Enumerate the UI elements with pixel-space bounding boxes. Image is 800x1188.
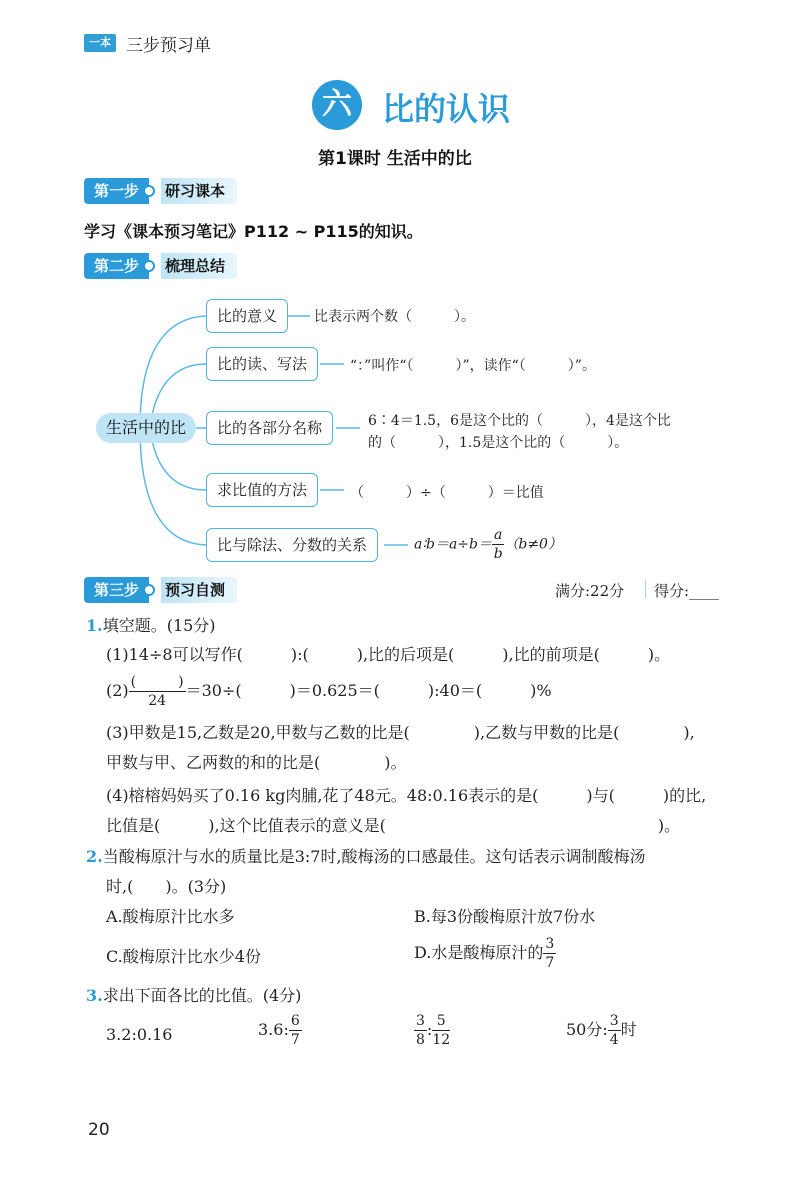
score-field[interactable]: 得分:____ <box>654 582 720 600</box>
q2-option-b[interactable]: B.每3份酸梅原汁放7份水 <box>414 907 596 926</box>
mindmap-text-parts-2: 的（ ），1.5是这个比的（ ）。 <box>368 435 629 451</box>
relation-condition: （b≠0） <box>504 536 562 553</box>
full-score: 满分:22分 <box>555 582 625 600</box>
step2-tag: 第二步 <box>84 253 149 279</box>
q2-option-d-fraction <box>543 937 556 970</box>
fraction-denominator: 12 <box>432 1032 451 1048</box>
q2-number: 2. <box>86 847 103 866</box>
step3-banner <box>84 577 237 603</box>
fraction-numerator: 5 <box>432 1014 450 1031</box>
step1-text: 学习《课本预习笔记》P112 ~ P115的知识。 <box>84 222 423 241</box>
q3-title <box>86 985 301 1007</box>
q3-expr-4 <box>566 1014 637 1047</box>
step1-tag: 第一步 <box>84 178 149 204</box>
relation-expression: a∶b＝a÷b＝ <box>414 536 492 553</box>
q3-title-text: 求出下面各比的比值。(4分) <box>102 986 302 1005</box>
mindmap-node-parts: 比的各部分名称 <box>206 411 333 445</box>
page-number: 20 <box>88 1120 110 1140</box>
q3-expr-3-fraction-2 <box>432 1014 450 1047</box>
q2-option-d-text: D.水是酸梅原汁的 <box>414 943 544 962</box>
q3-expr-3 <box>414 1014 450 1047</box>
q3-expr-3-fraction-1 <box>414 1014 427 1047</box>
q1-sub2-prefix: (2) <box>106 681 129 700</box>
q3-expr-1: 3.2:0.16 <box>106 1025 173 1044</box>
step2-name: 梳理总结 <box>161 253 237 279</box>
fraction-numerator: 3 <box>545 936 555 952</box>
chapter-number-badge: 六 <box>312 80 362 130</box>
mindmap-text-read-write: “：”叫作“（ ）”，读作“（ ）”。 <box>350 358 596 374</box>
q1-sub3-line2[interactable]: 甲数与甲、乙两数的和的比是( )。 <box>106 753 407 772</box>
relation-fraction <box>492 528 504 561</box>
q1-sub4-line2[interactable]: 比值是( ),这个比值表示的意义是( )。 <box>106 816 681 835</box>
fraction-denominator: 7 <box>545 955 555 971</box>
q3-expr-4-unit: 时 <box>620 1020 637 1039</box>
q1-sub3-line1[interactable]: (3)甲数是15,乙数是20,甲数与乙数的比是( ),乙数与甲数的比是( ), <box>106 723 695 742</box>
mindmap-node-ratio-value: 求比值的方法 <box>206 473 318 507</box>
q3-expr-2-fraction <box>289 1014 302 1047</box>
mindmap-text-meaning: 比表示两个数（ ）。 <box>314 309 475 325</box>
q1-number: 1. <box>86 616 103 635</box>
fraction-numerator[interactable]: ( ) <box>130 674 184 690</box>
q1-title <box>86 615 216 637</box>
q3-expr-2-prefix: 3.6: <box>258 1020 289 1039</box>
fraction-denominator: 8 <box>416 1032 425 1048</box>
fraction-numerator: 6 <box>290 1013 300 1029</box>
chapter-title: 比的认识 <box>382 90 511 128</box>
q3-expr-4-fraction <box>608 1014 621 1047</box>
q1-sub4-line1[interactable]: (4)榕榕妈妈买了0.16 kg肉脯,花了48元。48:0.16表示的是( )与( )的比, <box>106 786 707 805</box>
mindmap-text-ratio-value: （ ）÷（ ）＝比值 <box>350 485 544 501</box>
mindmap-node-meaning: 比的意义 <box>206 299 288 333</box>
fraction-numerator: 3 <box>416 1013 425 1029</box>
mindmap-center-node: 生活中的比 <box>96 413 196 443</box>
step3-name: 预习自测 <box>161 577 237 603</box>
ratio-colon: : <box>426 1020 433 1039</box>
q1-sub2-rest[interactable]: ＝30÷( )＝0.625＝( ):40＝( )% <box>185 681 552 700</box>
brand-logo: 一本 <box>84 34 116 52</box>
step1-name: 研习课本 <box>161 178 237 204</box>
lesson-title: 第1课时 生活中的比 <box>318 149 472 169</box>
q3-expr-4-prefix: 50分: <box>566 1020 608 1039</box>
q1-title-text: 填空题。(15分) <box>102 616 216 635</box>
mindmap-text-relation <box>414 528 562 561</box>
fraction-denominator: 4 <box>609 1032 619 1048</box>
q1-sub1[interactable]: (1)14÷8可以写作( ):( ),比的后项是( ),比的前项是( )。 <box>106 645 671 664</box>
q1-sub2-fraction[interactable] <box>129 675 186 708</box>
fraction-numerator: 3 <box>609 1013 619 1029</box>
step3-tag: 第三步 <box>84 577 149 603</box>
fraction-denominator: 7 <box>290 1032 300 1048</box>
q2-option-d[interactable] <box>414 937 556 970</box>
fraction-denominator: b <box>493 546 503 562</box>
mindmap-text-parts-1: 6∶4＝1.5，6是这个比的（ ），4是这个比 <box>368 413 671 429</box>
q3-expr-2 <box>258 1014 302 1047</box>
q1-sub2[interactable] <box>106 675 552 708</box>
fraction-denominator: 24 <box>148 693 167 709</box>
fraction-numerator: a <box>494 527 503 543</box>
mindmap-node-read-write: 比的读、写法 <box>206 347 318 381</box>
mindmap-node-relation: 比与除法、分数的关系 <box>206 528 378 562</box>
step-dot-icon <box>143 584 155 596</box>
q2-line1 <box>86 846 646 868</box>
header-title: 三步预习单 <box>126 36 211 56</box>
q3-number: 3. <box>86 986 103 1005</box>
score-divider <box>645 580 646 598</box>
q2-option-c[interactable]: C.酸梅原汁比水少4份 <box>106 947 261 966</box>
q2-option-a[interactable]: A.酸梅原汁比水多 <box>106 907 235 926</box>
q2-line2[interactable]: 时,( )。(3分) <box>106 877 227 896</box>
q2-line1-text: 当酸梅原汁与水的质量比是3:7时,酸梅汤的口感最佳。这句话表示调制酸梅汤 <box>102 847 646 866</box>
